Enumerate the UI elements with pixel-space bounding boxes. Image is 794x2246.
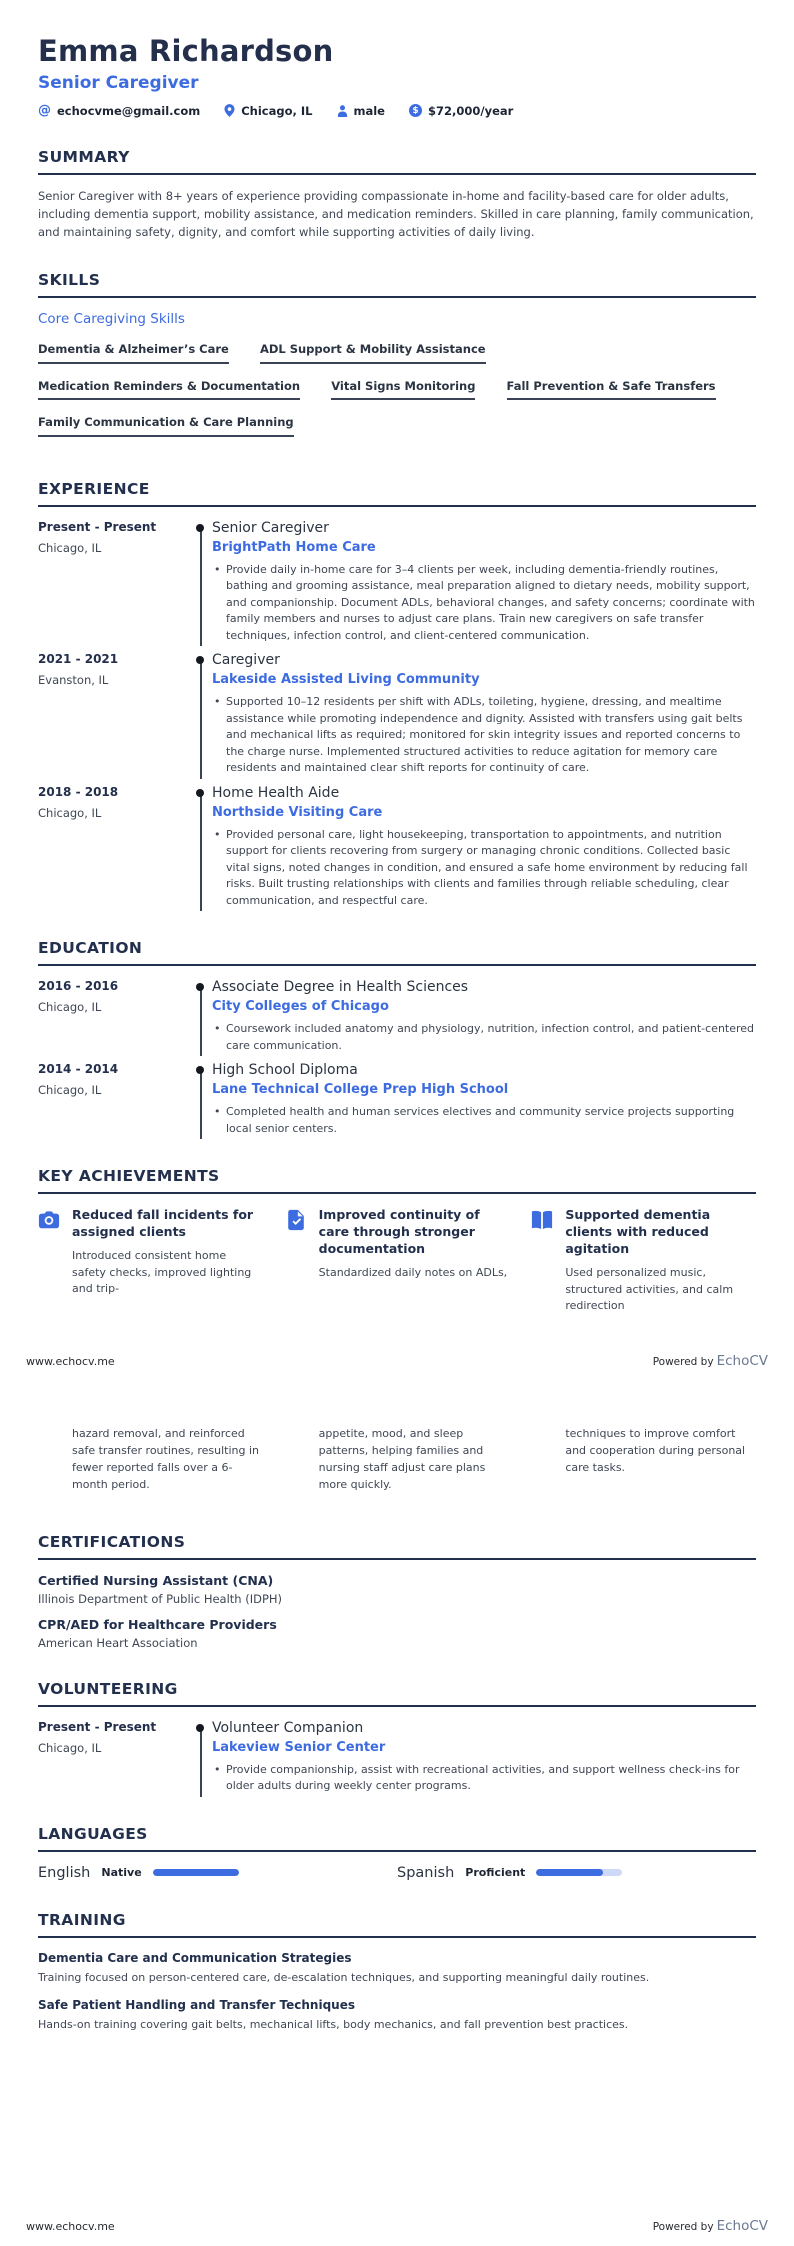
powered-by bbox=[653, 1353, 768, 1369]
language-level: Native bbox=[101, 1866, 142, 1880]
language-bar-fill bbox=[153, 1869, 239, 1876]
entry-bullets bbox=[212, 827, 756, 910]
entry-bullet: • Provide daily in-home care for 3–4 clients per week, including dementia-friendly routines, bathing and grooming assistance, meal preparation aligned to dietary needs, mobility support, and companionship. Document ADLs, behavioral changes, and safety concerns; coordinate with family members and nurses to adjust care plans. Train new caregivers on safe transfer techniques, infection control, and client-centered communication. bbox=[212, 562, 756, 645]
entry-location: Chicago, IL bbox=[38, 805, 102, 820]
volunteering-entry bbox=[38, 1720, 756, 1795]
entry-location: Chicago, IL bbox=[38, 1740, 102, 1755]
entry-body bbox=[212, 785, 756, 910]
languages-section bbox=[38, 1825, 756, 1881]
entry-school: Lane Technical College Prep High School bbox=[212, 1082, 509, 1098]
achievement-desc: Introduced consistent home safety checks, improved lighting and trip- bbox=[72, 1249, 252, 1296]
email-text: echocvme@gmail.com bbox=[57, 103, 201, 118]
entry-degree: Associate Degree in Health Sciences bbox=[212, 979, 469, 996]
languages-grid bbox=[38, 1865, 756, 1881]
salary-text: $72,000/year bbox=[428, 103, 514, 118]
training-desc: Training focused on person-centered care, de-escalation techniques, and supporting meaningful daily routines. bbox=[38, 1970, 650, 1984]
echocv-brand: EchoCV bbox=[716, 1352, 768, 1369]
entry-meta bbox=[38, 1062, 188, 1137]
language-bar-fill bbox=[536, 1869, 603, 1876]
achievement-item bbox=[285, 1207, 510, 1314]
entry-bullets bbox=[212, 694, 756, 777]
skill-tag: Dementia & Alzheimer’s Care bbox=[38, 344, 229, 364]
contact-gender bbox=[337, 104, 386, 118]
entry-role: Caregiver bbox=[212, 652, 280, 669]
achievements-section bbox=[38, 1167, 756, 1314]
volunteering-section bbox=[38, 1680, 756, 1795]
resume-page-2 bbox=[0, 1369, 794, 2034]
candidate-name: Emma Richardson bbox=[38, 34, 334, 68]
training-heading: TRAINING bbox=[38, 1911, 756, 1938]
summary-text: Senior Caregiver with 8+ years of experience providing compassionate in-home and facility-based care for older adults, including dementia support, mobility assistance, and medication reminders. Skilled in care planning, family communication, and maintaining safety, dignity, and comfort while supporting activities of daily living. bbox=[38, 189, 754, 239]
page-footer bbox=[0, 1353, 794, 1369]
entry-degree: High School Diploma bbox=[212, 1062, 358, 1079]
timeline-marker bbox=[188, 1062, 212, 1137]
achievement-desc: Used personalized music, structured activities, and calm redirection bbox=[565, 1266, 734, 1313]
resume-header bbox=[38, 34, 756, 118]
certification-name: Certified Nursing Assistant (CNA) bbox=[38, 1572, 274, 1588]
language-level: Proficient bbox=[465, 1866, 526, 1880]
certifications-section bbox=[38, 1533, 756, 1650]
open-book-icon bbox=[531, 1209, 553, 1231]
entry-meta bbox=[38, 652, 188, 777]
entry-bullet: • Provided personal care, light housekeeping, transportation to appointments, and nutrition support for clients recovering from surgery or managing chronic conditions. Collected basic vital signs, noted changes in condition, and ensured a safe home environment by reducing fall risks. Built trusting relationships with clients and families through reliable scheduling, clear communication, and respectful care. bbox=[212, 827, 756, 910]
entry-bullet: • Provide companionship, assist with recreational activities, and support wellness check-ins for older adults during weekly center programs. bbox=[212, 1762, 756, 1795]
experience-entry bbox=[38, 652, 756, 777]
entry-bullet: • Supported 10–12 residents per shift with ADLs, toileting, hygiene, dressing, and mealtime assistance while promoting independence and dignity. Assisted with transfers using gait belts and mechanical lifts as required; monitored for skin integrity issues and reported concerns to the charge nurse. Implemented structured activities to reduce agitation for memory care residents and maintained clear shift reports for continuity of care. bbox=[212, 694, 756, 777]
achievement-title: Improved continuity of care through stronger documentation bbox=[318, 1207, 480, 1257]
entry-dates: 2018 - 2018 bbox=[38, 784, 119, 799]
education-heading: EDUCATION bbox=[38, 939, 756, 966]
entry-organization: Lakeview Senior Center bbox=[212, 1739, 386, 1755]
education-entry bbox=[38, 979, 756, 1054]
achievement-item bbox=[531, 1207, 756, 1314]
entry-bullet: • Coursework included anatomy and physiology, nutrition, infection control, and patient-centered care communication. bbox=[212, 1021, 756, 1054]
entry-meta bbox=[38, 785, 188, 910]
entry-location: Chicago, IL bbox=[38, 1000, 102, 1015]
footer-url-link[interactable]: www.echocv.me bbox=[26, 2220, 115, 2233]
powered-by-prefix: Powered by bbox=[652, 1355, 714, 1368]
language-item bbox=[397, 1865, 756, 1881]
entry-role: Home Health Aide bbox=[212, 784, 340, 801]
skill-tag: Fall Prevention & Safe Transfers bbox=[507, 381, 716, 401]
training-item bbox=[38, 1998, 756, 2034]
experience-entry bbox=[38, 520, 756, 645]
language-proficiency-bar bbox=[536, 1869, 622, 1876]
entry-body bbox=[212, 652, 756, 777]
education-section bbox=[38, 939, 756, 1137]
volunteering-heading: VOLUNTEERING bbox=[38, 1680, 756, 1707]
entry-role: Volunteer Companion bbox=[212, 1719, 364, 1736]
achievement-text-block bbox=[319, 1207, 510, 1281]
certification-issuer: Illinois Department of Public Health (IDPH) bbox=[38, 1591, 283, 1606]
achievement-continuation-text: hazard removal, and reinforced safe transfer routines, resulting in fewer reported falls over a 6-month period. bbox=[72, 1426, 260, 1491]
entry-location: Evanston, IL bbox=[38, 673, 109, 688]
gender-text: male bbox=[353, 103, 385, 118]
achievement-item bbox=[38, 1207, 263, 1314]
entry-dates: 2021 - 2021 bbox=[38, 652, 119, 667]
powered-by bbox=[653, 2218, 768, 2234]
skills-group-label: Core Caregiving Skills bbox=[38, 311, 185, 328]
skill-tag: ADL Support & Mobility Assistance bbox=[260, 344, 486, 364]
skills-list bbox=[38, 340, 756, 450]
person-icon bbox=[337, 105, 348, 117]
education-entry bbox=[38, 1062, 756, 1137]
entry-meta bbox=[38, 520, 188, 645]
entry-location: Chicago, IL bbox=[38, 1083, 102, 1098]
entry-bullet: • Completed health and human services electives and community service projects supporting local senior centers. bbox=[212, 1104, 756, 1137]
language-proficiency-bar bbox=[153, 1869, 239, 1876]
language-name: English bbox=[38, 1864, 91, 1881]
training-name: Safe Patient Handling and Transfer Techniques bbox=[38, 1998, 355, 2013]
training-desc: Hands-on training covering gait belts, mechanical lifts, body mechanics, and fall prevention best practices. bbox=[38, 2018, 629, 2032]
achievements-grid bbox=[38, 1207, 756, 1314]
achievements-continuation bbox=[38, 1425, 756, 1493]
certification-item bbox=[38, 1617, 756, 1650]
timeline-marker bbox=[188, 1720, 212, 1795]
entry-dates: Present - Present bbox=[38, 1719, 157, 1734]
entry-role: Senior Caregiver bbox=[212, 519, 329, 536]
achievement-text-block bbox=[565, 1207, 756, 1314]
achievement-text-block bbox=[72, 1207, 263, 1297]
location-pin-icon bbox=[224, 104, 235, 117]
certifications-heading: CERTIFICATIONS bbox=[38, 1533, 756, 1560]
contact-salary bbox=[409, 104, 513, 118]
timeline-marker bbox=[188, 652, 212, 777]
camera-icon bbox=[38, 1209, 60, 1231]
page-footer bbox=[0, 2218, 794, 2234]
entry-bullets bbox=[212, 1762, 756, 1795]
entry-location: Chicago, IL bbox=[38, 540, 102, 555]
experience-heading: EXPERIENCE bbox=[38, 480, 756, 507]
experience-entry bbox=[38, 785, 756, 910]
languages-heading: LANGUAGES bbox=[38, 1825, 756, 1852]
entry-company: Lakeside Assisted Living Community bbox=[212, 672, 480, 688]
entry-body bbox=[212, 1720, 756, 1795]
entry-bullets bbox=[212, 1104, 756, 1137]
certification-issuer: American Heart Association bbox=[38, 1635, 198, 1650]
timeline-marker bbox=[188, 979, 212, 1054]
entry-dates: Present - Present bbox=[38, 519, 157, 534]
contact-row bbox=[38, 103, 756, 118]
achievement-continuation-text: appetite, mood, and sleep patterns, helping families and nursing staff adjust care plans more quickly. bbox=[318, 1426, 486, 1491]
certification-name: CPR/AED for Healthcare Providers bbox=[38, 1616, 277, 1632]
achievement-title: Reduced fall incidents for assigned clients bbox=[72, 1207, 254, 1240]
email-at-icon: @ bbox=[38, 103, 51, 118]
skills-heading: SKILLS bbox=[38, 271, 756, 298]
summary-heading: SUMMARY bbox=[38, 148, 756, 175]
skill-tag: Vital Signs Monitoring bbox=[331, 381, 475, 401]
entry-body bbox=[212, 1062, 756, 1137]
achievements-heading: KEY ACHIEVEMENTS bbox=[38, 1167, 756, 1194]
experience-section bbox=[38, 480, 756, 910]
entry-meta bbox=[38, 1720, 188, 1795]
entry-company: BrightPath Home Care bbox=[212, 539, 376, 555]
powered-by-prefix: Powered by bbox=[652, 2221, 714, 2233]
entry-body bbox=[212, 979, 756, 1054]
skills-section bbox=[38, 271, 756, 450]
timeline-marker bbox=[188, 520, 212, 645]
achievement-continuation-text: techniques to improve comfort and cooperation during personal care tasks. bbox=[565, 1426, 746, 1474]
entry-bullets bbox=[212, 562, 756, 645]
summary-section bbox=[38, 148, 756, 241]
entry-school: City Colleges of Chicago bbox=[212, 999, 389, 1015]
timeline-marker bbox=[188, 785, 212, 910]
training-section bbox=[38, 1911, 756, 2034]
achievement-title: Supported dementia clients with reduced agitation bbox=[565, 1207, 711, 1257]
training-name: Dementia Care and Communication Strategies bbox=[38, 1950, 352, 1965]
echocv-brand: EchoCV bbox=[716, 2218, 768, 2234]
entry-dates: 2016 - 2016 bbox=[38, 979, 119, 994]
achievement-desc: Standardized daily notes on ADLs, bbox=[318, 1266, 508, 1280]
entry-meta bbox=[38, 979, 188, 1054]
skill-tag: Family Communication & Care Planning bbox=[38, 417, 294, 437]
language-name: Spanish bbox=[397, 1864, 455, 1881]
contact-location bbox=[224, 104, 312, 118]
training-item bbox=[38, 1951, 756, 1987]
contact-email bbox=[38, 103, 200, 118]
entry-company: Northside Visiting Care bbox=[212, 804, 383, 820]
document-check-icon bbox=[285, 1209, 307, 1231]
entry-dates: 2014 - 2014 bbox=[38, 1062, 119, 1077]
skill-tag: Medication Reminders & Documentation bbox=[38, 381, 300, 401]
location-text: Chicago, IL bbox=[241, 103, 313, 118]
entry-bullets bbox=[212, 1021, 756, 1054]
footer-url-link[interactable]: www.echocv.me bbox=[26, 1354, 115, 1368]
language-item bbox=[38, 1865, 397, 1881]
entry-body bbox=[212, 520, 756, 645]
salary-dollar-icon: $ bbox=[409, 104, 422, 117]
candidate-title: Senior Caregiver bbox=[38, 73, 199, 93]
certification-item bbox=[38, 1573, 756, 1606]
